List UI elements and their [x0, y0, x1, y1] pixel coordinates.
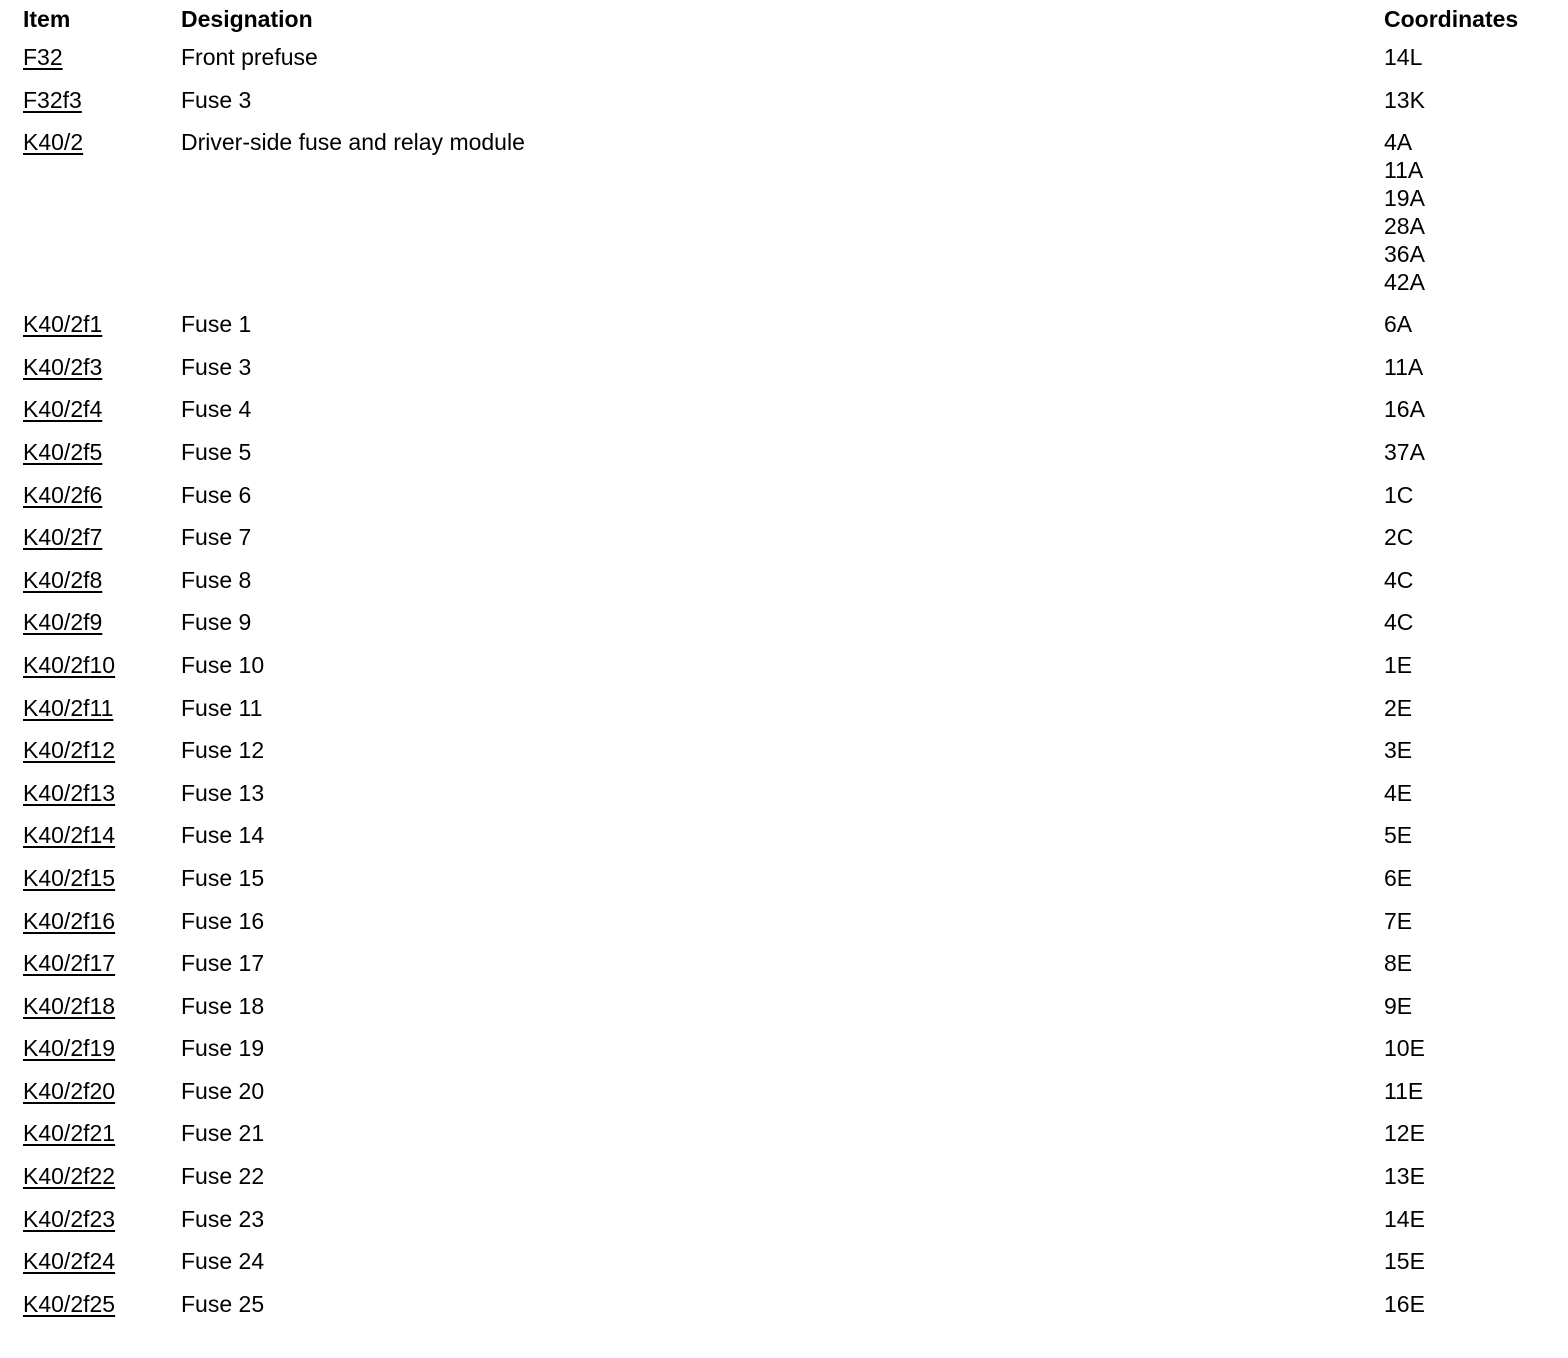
designation-text: Front prefuse: [181, 44, 318, 70]
designation-cell: [181, 608, 1384, 636]
designation-cell: [181, 43, 1384, 71]
table-row: [0, 907, 1568, 950]
item-cell: [0, 821, 181, 849]
designation-text: Fuse 6: [181, 481, 252, 508]
coordinate-value: 4A: [1384, 129, 1413, 156]
coordinate-value: 11E: [1384, 1077, 1424, 1104]
item-link[interactable]: K40/2f25: [23, 1290, 116, 1317]
table-row: [0, 353, 1568, 396]
designation-cell: [181, 1247, 1384, 1275]
item-link[interactable]: K40/2f8: [23, 566, 103, 593]
item-cell: [0, 1162, 181, 1190]
designation-text: Fuse 19: [181, 1035, 265, 1062]
coordinate-value: 2E: [1384, 694, 1413, 721]
designation-text: Fuse 5: [181, 438, 252, 465]
item-link[interactable]: K40/2f21: [23, 1120, 116, 1147]
item-link[interactable]: K40/2f10: [23, 651, 116, 678]
item-cell: [0, 128, 181, 156]
item-link[interactable]: K40/2f7: [23, 524, 103, 551]
item-cell: [0, 438, 181, 466]
coordinate-value: 4C: [1384, 609, 1414, 636]
coordinate-value: 28A: [1384, 213, 1425, 240]
designation-cell: [181, 694, 1384, 722]
coordinate-value: 9E: [1384, 992, 1413, 1019]
coordinate-value: 14L: [1384, 44, 1423, 70]
coordinates-cell: [1384, 353, 1564, 381]
designation-text: Fuse 3: [181, 86, 252, 113]
table-row: [0, 651, 1568, 694]
coordinates-cell: [1384, 1205, 1564, 1233]
coordinates-cell: [1384, 864, 1564, 892]
table-row: [0, 779, 1568, 822]
table-row: [0, 523, 1568, 566]
designation-text: Fuse 21: [181, 1120, 265, 1147]
coordinates-cell: [1384, 566, 1564, 594]
item-cell: [0, 86, 181, 114]
coordinate-value: 16E: [1384, 1290, 1425, 1317]
designation-cell: [181, 1119, 1384, 1147]
coordinates-cell: [1384, 821, 1564, 849]
item-cell: [0, 1034, 181, 1062]
item-link[interactable]: K40/2f3: [23, 353, 103, 380]
coordinates-cell: [1384, 1034, 1564, 1062]
item-link[interactable]: F32: [23, 44, 63, 70]
coordinates-cell: [1384, 43, 1564, 71]
designation-cell: [181, 907, 1384, 935]
coordinates-cell: [1384, 1290, 1564, 1318]
designation-text: Fuse 1: [181, 311, 252, 338]
table-row: [0, 821, 1568, 864]
table-row: [0, 438, 1568, 481]
component-legend-table: [0, 6, 1568, 1332]
designation-cell: [181, 566, 1384, 594]
item-cell: [0, 949, 181, 977]
item-cell: [0, 1077, 181, 1105]
coordinate-value: 1E: [1384, 651, 1413, 678]
coordinate-value: 11A: [1384, 157, 1424, 184]
item-cell: [0, 694, 181, 722]
coordinates-cell: [1384, 1077, 1564, 1105]
designation-cell: [181, 821, 1384, 849]
designation-text: Fuse 24: [181, 1248, 265, 1275]
coordinates-cell: [1384, 694, 1564, 722]
designation-text: Fuse 8: [181, 566, 252, 593]
item-link[interactable]: K40/2f22: [23, 1163, 116, 1190]
table-row: [0, 608, 1568, 651]
item-cell: [0, 1119, 181, 1147]
table-row: [0, 395, 1568, 438]
designation-text: Fuse 3: [181, 353, 252, 380]
coordinate-value: 14E: [1384, 1205, 1425, 1232]
coordinate-value: 37A: [1384, 438, 1425, 465]
table-row: [0, 1034, 1568, 1077]
designation-cell: [181, 128, 1384, 156]
designation-text: Fuse 23: [181, 1205, 265, 1232]
designation-text: Fuse 7: [181, 524, 252, 551]
item-cell: [0, 523, 181, 551]
item-link[interactable]: K40/2f12: [23, 737, 116, 764]
designation-cell: [181, 310, 1384, 338]
designation-cell: [181, 1077, 1384, 1105]
designation-text: Fuse 15: [181, 864, 265, 891]
designation-cell: [181, 1162, 1384, 1190]
item-link[interactable]: K40/2f18: [23, 992, 116, 1019]
designation-cell: [181, 481, 1384, 509]
designation-cell: [181, 736, 1384, 764]
item-cell: [0, 1290, 181, 1318]
item-link[interactable]: K40/2f16: [23, 907, 116, 934]
coordinate-value: 15E: [1384, 1248, 1425, 1275]
designation-text: Driver-side fuse and relay module: [181, 129, 525, 156]
item-link[interactable]: K40/2f20: [23, 1077, 116, 1104]
designation-cell: [181, 523, 1384, 551]
item-cell: [0, 310, 181, 338]
item-cell: [0, 395, 181, 423]
designation-text: Fuse 9: [181, 609, 252, 636]
item-cell: [0, 481, 181, 509]
coordinate-value: 36A: [1384, 241, 1425, 268]
coordinate-value: 12E: [1384, 1120, 1425, 1147]
designation-cell: [181, 1205, 1384, 1233]
table-body: [0, 43, 1568, 1332]
header-item: Item: [23, 6, 71, 32]
item-link[interactable]: K40/2f9: [23, 609, 103, 636]
coordinates-cell: [1384, 736, 1564, 764]
item-link[interactable]: K40/2f17: [23, 950, 116, 977]
designation-text: Fuse 16: [181, 907, 265, 934]
item-cell: [0, 1205, 181, 1233]
coordinates-cell: [1384, 523, 1564, 551]
coordinates-cell: [1384, 779, 1564, 807]
designation-text: Fuse 22: [181, 1163, 265, 1190]
coordinate-value: 42A: [1384, 269, 1425, 296]
item-link[interactable]: K40/2f13: [23, 779, 116, 806]
coordinates-cell: [1384, 907, 1564, 935]
item-cell: [0, 907, 181, 935]
designation-cell: [181, 992, 1384, 1020]
item-link[interactable]: K40/2f5: [23, 438, 103, 465]
table-row: [0, 1162, 1568, 1205]
coordinates-cell: [1384, 86, 1564, 114]
designation-text: Fuse 13: [181, 779, 265, 806]
table-row: [0, 1205, 1568, 1248]
item-link[interactable]: K40/2f6: [23, 481, 103, 508]
designation-cell: [181, 864, 1384, 892]
table-row: [0, 43, 1568, 86]
item-link[interactable]: K40/2f19: [23, 1035, 116, 1062]
designation-text: Fuse 25: [181, 1290, 265, 1317]
table-row: [0, 310, 1568, 353]
coordinates-cell: [1384, 1162, 1564, 1190]
coordinates-cell: [1384, 1119, 1564, 1147]
designation-text: Fuse 20: [181, 1077, 265, 1104]
designation-text: Fuse 4: [181, 396, 252, 423]
item-link[interactable]: F32f3: [23, 86, 82, 113]
designation-text: Fuse 17: [181, 950, 265, 977]
coordinates-cell: [1384, 949, 1564, 977]
coordinate-value: 8E: [1384, 950, 1413, 977]
coordinates-cell: [1384, 481, 1564, 509]
item-cell: [0, 779, 181, 807]
coordinate-value: 4C: [1384, 566, 1414, 593]
coordinates-cell: [1384, 651, 1564, 679]
coordinate-value: 13E: [1384, 1163, 1425, 1190]
item-cell: [0, 43, 181, 71]
table-row: [0, 992, 1568, 1035]
designation-text: Fuse 14: [181, 822, 265, 849]
table-row: [0, 694, 1568, 737]
designation-cell: [181, 1034, 1384, 1062]
item-link[interactable]: K40/2f1: [23, 311, 103, 338]
coordinate-value: 6A: [1384, 311, 1413, 338]
coordinate-value: 3E: [1384, 737, 1413, 764]
table-row: [0, 566, 1568, 609]
item-cell: [0, 736, 181, 764]
table-row: [0, 1247, 1568, 1290]
item-link[interactable]: K40/2f15: [23, 864, 116, 891]
table-row: [0, 481, 1568, 524]
table-row: [0, 1077, 1568, 1120]
designation-cell: [181, 438, 1384, 466]
coordinate-value: 11A: [1384, 353, 1424, 380]
coordinates-cell: [1384, 128, 1564, 296]
coordinates-cell: [1384, 438, 1564, 466]
item-link[interactable]: K40/2f4: [23, 396, 103, 423]
item-cell: [0, 992, 181, 1020]
designation-cell: [181, 86, 1384, 114]
table-row: [0, 128, 1568, 310]
designation-cell: [181, 949, 1384, 977]
item-link[interactable]: K40/2f11: [23, 694, 114, 721]
coordinate-value: 6E: [1384, 864, 1413, 891]
designation-text: Fuse 10: [181, 651, 265, 678]
coordinates-cell: [1384, 608, 1564, 636]
table-row: [0, 1119, 1568, 1162]
designation-cell: [181, 651, 1384, 679]
designation-text: Fuse 11: [181, 694, 263, 721]
coordinates-cell: [1384, 310, 1564, 338]
coordinate-value: 10E: [1384, 1035, 1425, 1062]
designation-text: Fuse 18: [181, 992, 265, 1019]
header-designation: Designation: [181, 6, 313, 32]
item-cell: [0, 864, 181, 892]
table-row: [0, 736, 1568, 779]
designation-cell: [181, 353, 1384, 381]
coordinate-value: 2C: [1384, 524, 1414, 551]
designation-text: Fuse 12: [181, 737, 265, 764]
item-link[interactable]: K40/2f24: [23, 1248, 116, 1275]
item-cell: [0, 1247, 181, 1275]
item-cell: [0, 651, 181, 679]
item-cell: [0, 353, 181, 381]
coordinate-value: 16A: [1384, 396, 1425, 423]
coordinate-value: 13K: [1384, 86, 1425, 113]
designation-cell: [181, 779, 1384, 807]
table-header: [0, 6, 1568, 43]
table-row: [0, 1290, 1568, 1333]
item-link[interactable]: K40/2f14: [23, 822, 116, 849]
designation-cell: [181, 395, 1384, 423]
coordinate-value: 7E: [1384, 907, 1413, 934]
coordinates-cell: [1384, 1247, 1564, 1275]
item-link[interactable]: K40/2f23: [23, 1205, 116, 1232]
designation-cell: [181, 1290, 1384, 1318]
coordinate-value: 4E: [1384, 779, 1413, 806]
table-row: [0, 864, 1568, 907]
coordinates-cell: [1384, 395, 1564, 423]
table-row: [0, 86, 1568, 129]
item-link[interactable]: K40/2: [23, 129, 84, 156]
item-cell: [0, 608, 181, 636]
coordinate-value: 19A: [1384, 185, 1425, 212]
header-coordinates: Coordinates: [1384, 6, 1519, 32]
coordinate-value: 1C: [1384, 481, 1414, 508]
item-cell: [0, 566, 181, 594]
table-row: [0, 949, 1568, 992]
coordinate-value: 5E: [1384, 822, 1413, 849]
coordinates-cell: [1384, 992, 1564, 1020]
